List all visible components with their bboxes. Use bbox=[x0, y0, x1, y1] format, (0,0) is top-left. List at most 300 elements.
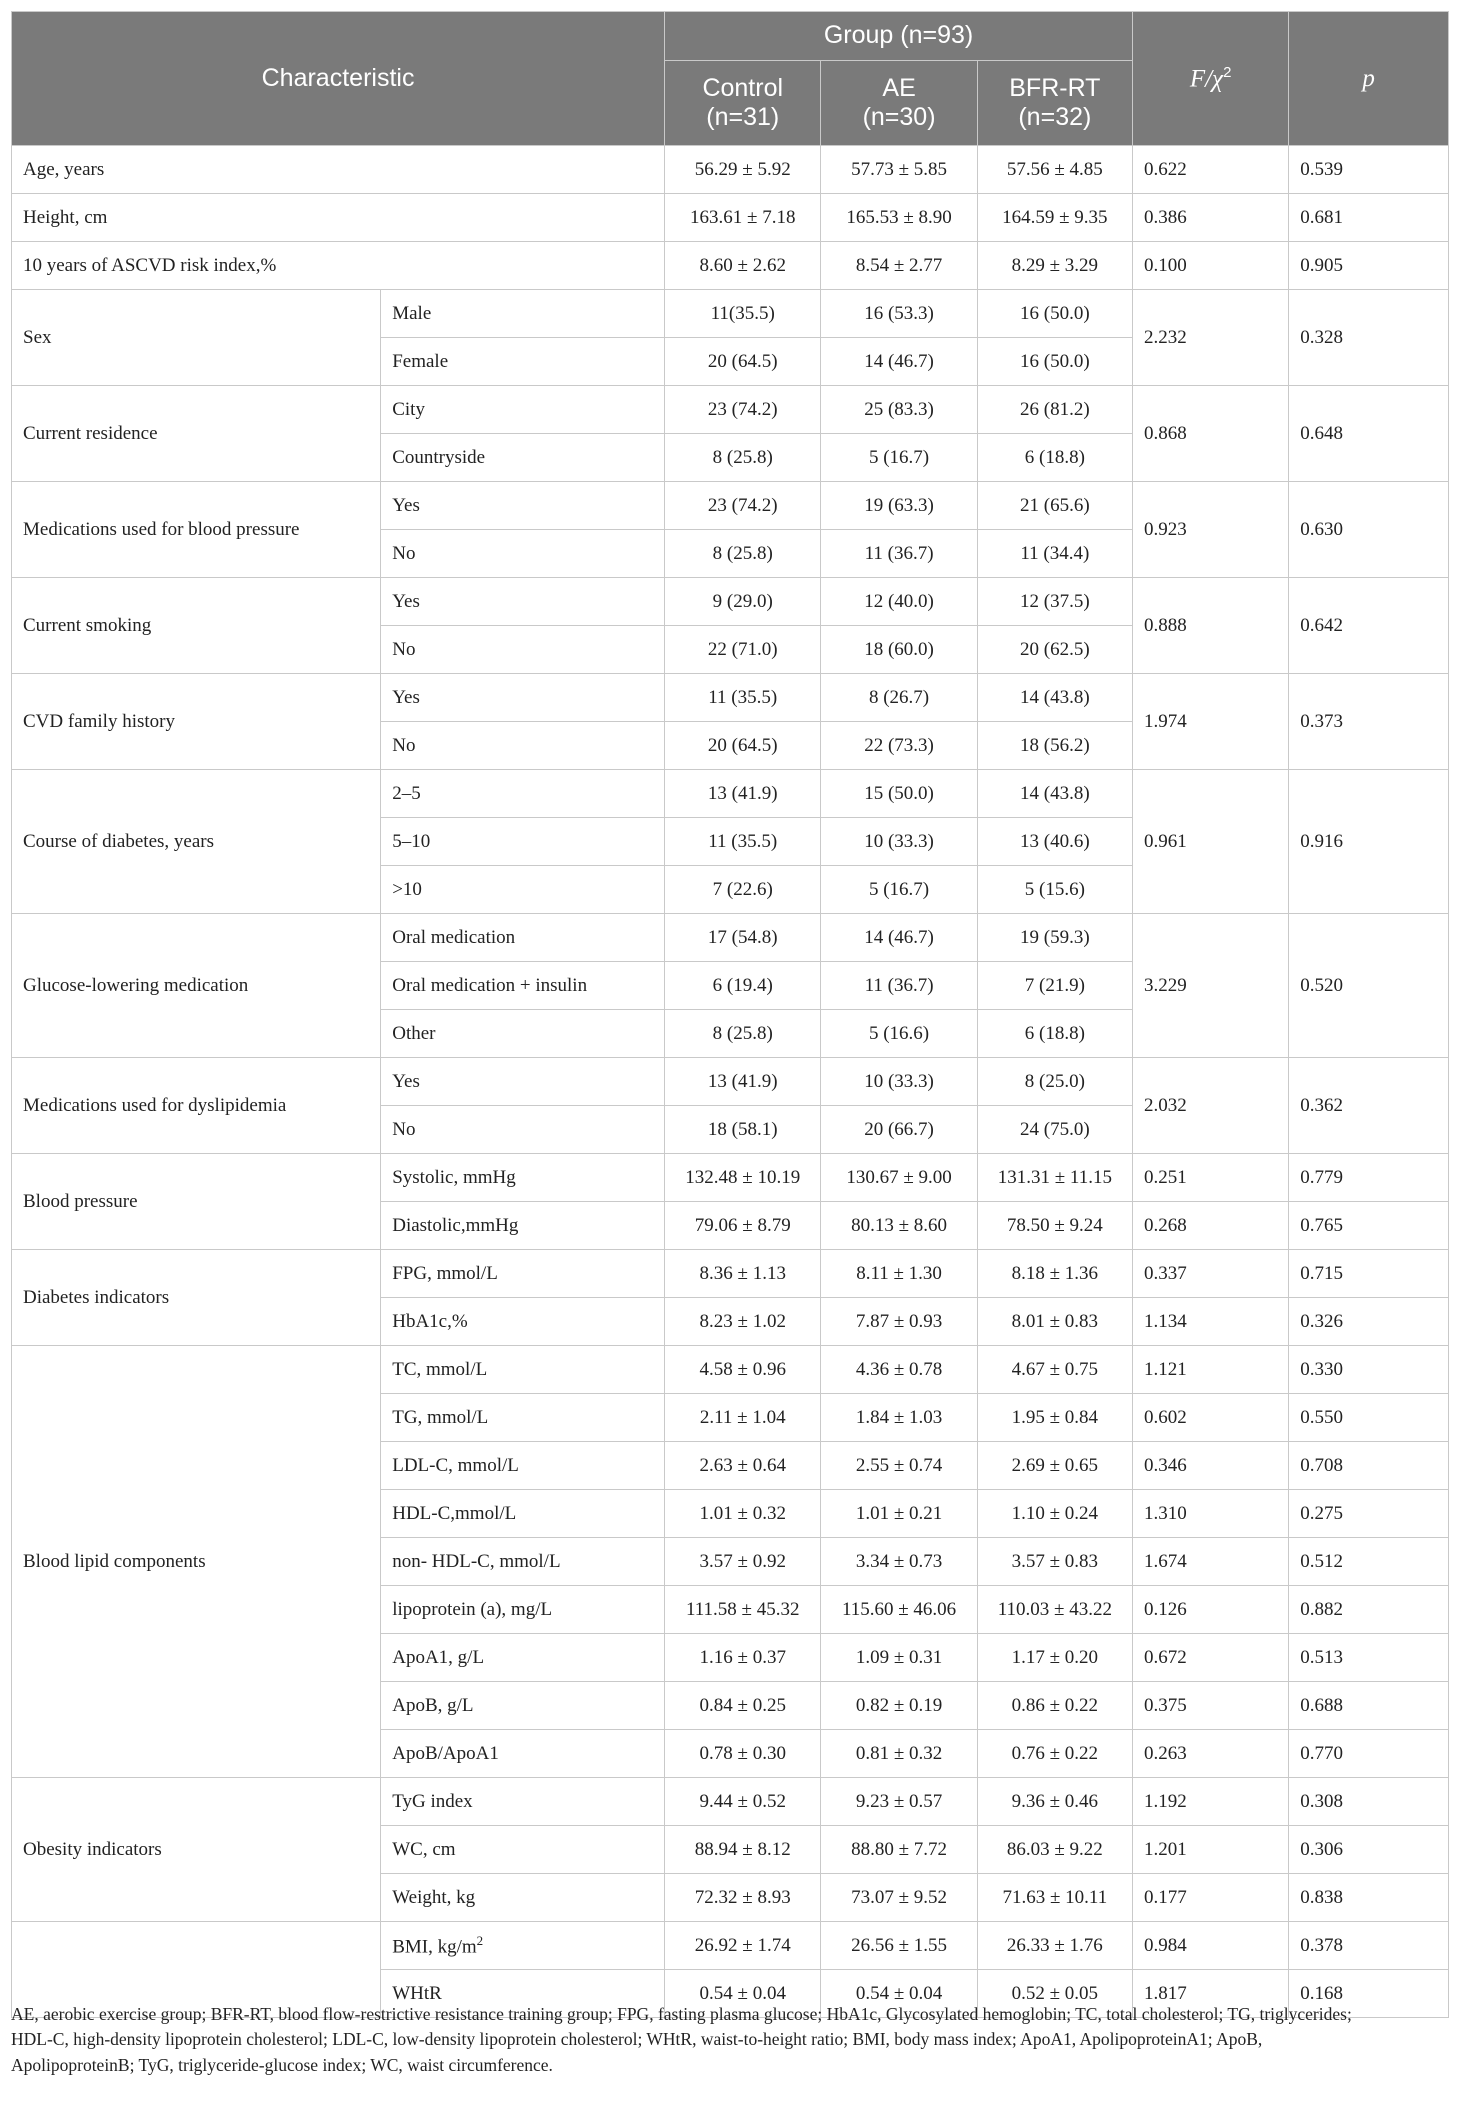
row-subcategory bbox=[381, 1826, 665, 1874]
table-row bbox=[12, 386, 1449, 434]
row-subcategory bbox=[381, 1538, 665, 1586]
control-value: 3.57 ± 0.92 bbox=[665, 1538, 821, 1586]
row-subcategory-label: No bbox=[392, 1118, 416, 1140]
row-subcategory-label: HbA1c,% bbox=[392, 1310, 468, 1332]
bfr-value: 16 (50.0) bbox=[977, 290, 1132, 338]
control-value: 26.92 ± 1.74 bbox=[665, 1922, 821, 1970]
footnote-line: AE, aerobic exercise group; BFR-RT, blood flow-restrictive resistance training group; FPG, fasting plasma glucose; HbA1c, Glycosylated hemoglobin; TC, total cholesterol; TG, triglycerides; bbox=[11, 2004, 1352, 2024]
bfr-value: 14 (43.8) bbox=[977, 674, 1132, 722]
row-subcategory-label: ApoA1, g/L bbox=[392, 1646, 485, 1668]
bfr-value: 20 (62.5) bbox=[977, 626, 1132, 674]
ae-value: 5 (16.6) bbox=[821, 1010, 977, 1058]
control-value: 11(35.5) bbox=[665, 290, 821, 338]
row-subcategory bbox=[381, 578, 665, 626]
control-value: 6 (19.4) bbox=[665, 962, 821, 1010]
p-value: 0.905 bbox=[1289, 242, 1449, 290]
bfr-value: 0.76 ± 0.22 bbox=[977, 1730, 1132, 1778]
p-value: 0.378 bbox=[1289, 1922, 1449, 1970]
table-row bbox=[12, 146, 1449, 194]
row-subcategory-label: Male bbox=[392, 302, 432, 324]
control-value: 9.44 ± 0.52 bbox=[665, 1778, 821, 1826]
header-control bbox=[665, 61, 821, 146]
control-value: 163.61 ± 7.18 bbox=[665, 194, 821, 242]
row-subcategory bbox=[381, 1106, 665, 1154]
bfr-value: 3.57 ± 0.83 bbox=[977, 1538, 1132, 1586]
row-subcategory bbox=[381, 482, 665, 530]
f-chi-value: 1.817 bbox=[1132, 1970, 1288, 2018]
row-subcategory-sup: 2 bbox=[476, 1932, 484, 1948]
header-bfr-n: (n=32) bbox=[1018, 103, 1092, 131]
footnote-line: ApolipoproteinB; TyG, triglyceride-glucose index; WC, waist circumference. bbox=[11, 2054, 553, 2075]
bfr-value: 26.33 ± 1.76 bbox=[977, 1922, 1132, 1970]
control-value: 1.01 ± 0.32 bbox=[665, 1490, 821, 1538]
row-subcategory bbox=[381, 530, 665, 578]
p-value: 0.275 bbox=[1289, 1490, 1449, 1538]
control-value: 23 (74.2) bbox=[665, 482, 821, 530]
table-row bbox=[12, 290, 1449, 338]
f-chi-value: 1.674 bbox=[1132, 1538, 1288, 1586]
header-ae-n: (n=30) bbox=[862, 103, 936, 131]
f-chi-value: 0.984 bbox=[1132, 1922, 1288, 1970]
ae-value: 4.36 ± 0.78 bbox=[821, 1346, 977, 1394]
p-value: 0.681 bbox=[1289, 194, 1449, 242]
p-value: 0.328 bbox=[1289, 290, 1449, 386]
row-subcategory-label: No bbox=[392, 638, 416, 660]
p-value: 0.168 bbox=[1289, 1970, 1449, 2018]
p-value: 0.520 bbox=[1289, 914, 1449, 1058]
control-value: 7 (22.6) bbox=[665, 866, 821, 914]
ae-value: 1.84 ± 1.03 bbox=[821, 1394, 977, 1442]
f-chi-value: 2.032 bbox=[1132, 1058, 1288, 1154]
p-value: 0.513 bbox=[1289, 1634, 1449, 1682]
row-subcategory bbox=[381, 818, 665, 866]
header-control-n: (n=31) bbox=[706, 103, 780, 131]
bfr-value: 8.18 ± 1.36 bbox=[977, 1250, 1132, 1298]
ae-value: 14 (46.7) bbox=[821, 914, 977, 962]
row-subcategory-label: WHtR bbox=[392, 1982, 442, 2004]
ae-value: 0.82 ± 0.19 bbox=[821, 1682, 977, 1730]
control-value: 8.60 ± 2.62 bbox=[665, 242, 821, 290]
row-subcategory-label: ApoB, g/L bbox=[392, 1694, 474, 1716]
f-chi-value: 0.888 bbox=[1132, 578, 1288, 674]
bfr-value: 1.10 ± 0.24 bbox=[977, 1490, 1132, 1538]
p-value: 0.330 bbox=[1289, 1346, 1449, 1394]
row-subcategory bbox=[381, 1154, 665, 1202]
row-subcategory bbox=[381, 1874, 665, 1922]
p-value: 0.779 bbox=[1289, 1154, 1449, 1202]
ae-value: 2.55 ± 0.74 bbox=[821, 1442, 977, 1490]
ae-value: 8.11 ± 1.30 bbox=[821, 1250, 977, 1298]
row-subcategory-label: Yes bbox=[392, 1070, 420, 1092]
p-value: 0.882 bbox=[1289, 1586, 1449, 1634]
row-subcategory-label: City bbox=[392, 398, 425, 420]
f-chi-value: 0.386 bbox=[1132, 194, 1288, 242]
row-subcategory-label: Weight, kg bbox=[392, 1886, 476, 1908]
f-chi-value: 0.868 bbox=[1132, 386, 1288, 482]
control-value: 79.06 ± 8.79 bbox=[665, 1202, 821, 1250]
bfr-value: 26 (81.2) bbox=[977, 386, 1132, 434]
p-value: 0.306 bbox=[1289, 1826, 1449, 1874]
table-row bbox=[12, 1922, 1449, 1970]
row-subcategory-label: Oral medication + insulin bbox=[392, 974, 588, 996]
ae-value: 80.13 ± 8.60 bbox=[821, 1202, 977, 1250]
control-value: 8.23 ± 1.02 bbox=[665, 1298, 821, 1346]
p-value: 0.688 bbox=[1289, 1682, 1449, 1730]
row-subcategory bbox=[381, 1922, 665, 1970]
ae-value: 18 (60.0) bbox=[821, 626, 977, 674]
row-subcategory bbox=[381, 1634, 665, 1682]
bfr-value: 18 (56.2) bbox=[977, 722, 1132, 770]
table-body bbox=[12, 146, 1449, 2018]
footnote-line: HDL-C, high-density lipoprotein cholesterol; LDL-C, low-density lipoprotein cholesterol; WHtR, waist-to-height ratio; BMI, body mass index; ApoA1, ApolipoproteinA1; ApoB, bbox=[11, 2029, 1263, 2050]
control-value: 2.63 ± 0.64 bbox=[665, 1442, 821, 1490]
control-value: 132.48 ± 10.19 bbox=[665, 1154, 821, 1202]
bfr-value: 19 (59.3) bbox=[977, 914, 1132, 962]
f-chi-value: 0.100 bbox=[1132, 242, 1288, 290]
row-category: Obesity indicators bbox=[12, 1778, 381, 1922]
control-value: 4.58 ± 0.96 bbox=[665, 1346, 821, 1394]
table-row bbox=[12, 1154, 1449, 1202]
ae-value: 9.23 ± 0.57 bbox=[821, 1778, 977, 1826]
ae-value: 19 (63.3) bbox=[821, 482, 977, 530]
row-subcategory-label: Yes bbox=[392, 686, 420, 708]
f-chi-value: 0.177 bbox=[1132, 1874, 1288, 1922]
row-category: Medications used for dyslipidemia bbox=[12, 1058, 381, 1154]
f-chi-value: 2.232 bbox=[1132, 290, 1288, 386]
control-value: 1.16 ± 0.37 bbox=[665, 1634, 821, 1682]
f-chi-value: 1.134 bbox=[1132, 1298, 1288, 1346]
ae-value: 1.01 ± 0.21 bbox=[821, 1490, 977, 1538]
table-row bbox=[12, 914, 1449, 962]
control-value: 56.29 ± 5.92 bbox=[665, 146, 821, 194]
ae-value: 3.34 ± 0.73 bbox=[821, 1538, 977, 1586]
ae-value: 14 (46.7) bbox=[821, 338, 977, 386]
f-chi-value: 0.337 bbox=[1132, 1250, 1288, 1298]
ae-value: 7.87 ± 0.93 bbox=[821, 1298, 977, 1346]
row-subcategory bbox=[381, 722, 665, 770]
row-category: Height, cm bbox=[12, 194, 665, 242]
bfr-value: 57.56 ± 4.85 bbox=[977, 146, 1132, 194]
f-chi-value: 0.251 bbox=[1132, 1154, 1288, 1202]
row-subcategory bbox=[381, 674, 665, 722]
bfr-value: 2.69 ± 0.65 bbox=[977, 1442, 1132, 1490]
ae-value: 5 (16.7) bbox=[821, 866, 977, 914]
row-subcategory bbox=[381, 1202, 665, 1250]
p-value: 0.648 bbox=[1289, 386, 1449, 482]
ae-value: 57.73 ± 5.85 bbox=[821, 146, 977, 194]
header-f-chi-sup: 2 bbox=[1223, 63, 1232, 81]
header-group: Group (n=93) bbox=[665, 12, 1133, 61]
row-subcategory-label: BMI, kg/m bbox=[392, 1936, 477, 1958]
row-subcategory-label: lipoprotein (a), mg/L bbox=[392, 1598, 553, 1620]
control-value: 8 (25.8) bbox=[665, 530, 821, 578]
control-value: 13 (41.9) bbox=[665, 770, 821, 818]
ae-value: 12 (40.0) bbox=[821, 578, 977, 626]
row-subcategory bbox=[381, 434, 665, 482]
f-chi-value: 0.622 bbox=[1132, 146, 1288, 194]
ae-value: 15 (50.0) bbox=[821, 770, 977, 818]
header-bfr bbox=[977, 61, 1132, 146]
row-subcategory-label: Other bbox=[392, 1022, 436, 1044]
row-subcategory bbox=[381, 914, 665, 962]
ae-value: 10 (33.3) bbox=[821, 818, 977, 866]
bfr-value: 8.01 ± 0.83 bbox=[977, 1298, 1132, 1346]
f-chi-value: 1.974 bbox=[1132, 674, 1288, 770]
row-subcategory-label: HDL-C,mmol/L bbox=[392, 1502, 517, 1524]
row-category: Sex bbox=[12, 290, 381, 386]
control-value: 23 (74.2) bbox=[665, 386, 821, 434]
header-f-chi-label: F/χ bbox=[1189, 64, 1224, 92]
control-value: 2.11 ± 1.04 bbox=[665, 1394, 821, 1442]
bfr-value: 13 (40.6) bbox=[977, 818, 1132, 866]
p-value: 0.308 bbox=[1289, 1778, 1449, 1826]
table-row bbox=[12, 1778, 1449, 1826]
row-subcategory-label: Yes bbox=[392, 590, 420, 612]
f-chi-value: 1.310 bbox=[1132, 1490, 1288, 1538]
row-subcategory-label: Female bbox=[392, 350, 449, 372]
row-subcategory bbox=[381, 1586, 665, 1634]
f-chi-value: 0.263 bbox=[1132, 1730, 1288, 1778]
p-value: 0.512 bbox=[1289, 1538, 1449, 1586]
row-subcategory-label: TyG index bbox=[392, 1790, 473, 1812]
bfr-value: 131.31 ± 11.15 bbox=[977, 1154, 1132, 1202]
header-ae bbox=[821, 61, 977, 146]
row-subcategory bbox=[381, 1730, 665, 1778]
p-value: 0.765 bbox=[1289, 1202, 1449, 1250]
table-row bbox=[12, 482, 1449, 530]
row-subcategory bbox=[381, 1490, 665, 1538]
row-subcategory bbox=[381, 1682, 665, 1730]
baseline-characteristics-table bbox=[11, 11, 1449, 2018]
row-category: Current smoking bbox=[12, 578, 381, 674]
p-value: 0.715 bbox=[1289, 1250, 1449, 1298]
p-value: 0.373 bbox=[1289, 674, 1449, 770]
row-subcategory-label: Oral medication bbox=[392, 926, 516, 948]
ae-value: 88.80 ± 7.72 bbox=[821, 1826, 977, 1874]
p-value: 0.642 bbox=[1289, 578, 1449, 674]
bfr-value: 0.52 ± 0.05 bbox=[977, 1970, 1132, 2018]
p-value: 0.770 bbox=[1289, 1730, 1449, 1778]
bfr-value: 1.95 ± 0.84 bbox=[977, 1394, 1132, 1442]
baseline-table-container bbox=[11, 11, 1449, 2018]
table-header bbox=[12, 12, 1449, 146]
row-subcategory bbox=[381, 1346, 665, 1394]
control-value: 8 (25.8) bbox=[665, 434, 821, 482]
row-subcategory bbox=[381, 626, 665, 674]
control-value: 72.32 ± 8.93 bbox=[665, 1874, 821, 1922]
control-value: 0.84 ± 0.25 bbox=[665, 1682, 821, 1730]
ae-value: 115.60 ± 46.06 bbox=[821, 1586, 977, 1634]
f-chi-value: 0.375 bbox=[1132, 1682, 1288, 1730]
table-row bbox=[12, 1346, 1449, 1394]
ae-value: 8 (26.7) bbox=[821, 674, 977, 722]
row-subcategory bbox=[381, 1442, 665, 1490]
bfr-value: 9.36 ± 0.46 bbox=[977, 1778, 1132, 1826]
header-characteristic: Characteristic bbox=[12, 12, 665, 146]
table-row bbox=[12, 194, 1449, 242]
row-subcategory-label: Countryside bbox=[392, 446, 486, 468]
row-subcategory-label: 5–10 bbox=[392, 830, 431, 852]
bfr-value: 164.59 ± 9.35 bbox=[977, 194, 1132, 242]
header-ae-label: AE bbox=[882, 73, 916, 102]
bfr-value: 86.03 ± 9.22 bbox=[977, 1826, 1132, 1874]
header-bfr-label: BFR-RT bbox=[1009, 73, 1101, 102]
f-chi-value: 0.923 bbox=[1132, 482, 1288, 578]
row-category: Medications used for blood pressure bbox=[12, 482, 381, 578]
row-subcategory bbox=[381, 290, 665, 338]
p-value: 0.362 bbox=[1289, 1058, 1449, 1154]
table-row bbox=[12, 770, 1449, 818]
ae-value: 16 (53.3) bbox=[821, 290, 977, 338]
ae-value: 8.54 ± 2.77 bbox=[821, 242, 977, 290]
bfr-value: 71.63 ± 10.11 bbox=[977, 1874, 1132, 1922]
f-chi-value: 0.961 bbox=[1132, 770, 1288, 914]
ae-value: 73.07 ± 9.52 bbox=[821, 1874, 977, 1922]
control-value: 18 (58.1) bbox=[665, 1106, 821, 1154]
ae-value: 26.56 ± 1.55 bbox=[821, 1922, 977, 1970]
bfr-value: 12 (37.5) bbox=[977, 578, 1132, 626]
control-value: 11 (35.5) bbox=[665, 818, 821, 866]
control-value: 0.78 ± 0.30 bbox=[665, 1730, 821, 1778]
row-subcategory-label: FPG, mmol/L bbox=[392, 1262, 498, 1284]
table-row bbox=[12, 674, 1449, 722]
control-value: 8 (25.8) bbox=[665, 1010, 821, 1058]
control-value: 13 (41.9) bbox=[665, 1058, 821, 1106]
header-f-chi bbox=[1132, 12, 1288, 146]
ae-value: 11 (36.7) bbox=[821, 530, 977, 578]
p-value: 0.838 bbox=[1289, 1874, 1449, 1922]
header-p: p bbox=[1289, 12, 1449, 146]
row-subcategory-label: Systolic, mmHg bbox=[392, 1166, 516, 1188]
header-control-label: Control bbox=[702, 73, 784, 102]
row-subcategory-label: ApoB/ApoA1 bbox=[392, 1742, 499, 1764]
bfr-value: 8.29 ± 3.29 bbox=[977, 242, 1132, 290]
p-value: 0.916 bbox=[1289, 770, 1449, 914]
row-category: 10 years of ASCVD risk index,% bbox=[12, 242, 665, 290]
bfr-value: 6 (18.8) bbox=[977, 434, 1132, 482]
p-value: 0.630 bbox=[1289, 482, 1449, 578]
row-subcategory-label: No bbox=[392, 734, 416, 756]
control-value: 22 (71.0) bbox=[665, 626, 821, 674]
ae-value: 165.53 ± 8.90 bbox=[821, 194, 977, 242]
row-subcategory bbox=[381, 770, 665, 818]
control-value: 8.36 ± 1.13 bbox=[665, 1250, 821, 1298]
bfr-value: 1.17 ± 0.20 bbox=[977, 1634, 1132, 1682]
table-row bbox=[12, 1058, 1449, 1106]
f-chi-value: 1.201 bbox=[1132, 1826, 1288, 1874]
row-category: Glucose-lowering medication bbox=[12, 914, 381, 1058]
bfr-value: 8 (25.0) bbox=[977, 1058, 1132, 1106]
bfr-value: 14 (43.8) bbox=[977, 770, 1132, 818]
ae-value: 0.54 ± 0.04 bbox=[821, 1970, 977, 2018]
table-row bbox=[12, 242, 1449, 290]
f-chi-value: 3.229 bbox=[1132, 914, 1288, 1058]
bfr-value: 4.67 ± 0.75 bbox=[977, 1346, 1132, 1394]
row-subcategory bbox=[381, 1394, 665, 1442]
row-category: CVD family history bbox=[12, 674, 381, 770]
ae-value: 22 (73.3) bbox=[821, 722, 977, 770]
row-subcategory-label: TG, mmol/L bbox=[392, 1406, 489, 1428]
control-value: 111.58 ± 45.32 bbox=[665, 1586, 821, 1634]
row-category: Blood pressure bbox=[12, 1154, 381, 1250]
control-value: 0.54 ± 0.04 bbox=[665, 1970, 821, 2018]
bfr-value: 78.50 ± 9.24 bbox=[977, 1202, 1132, 1250]
f-chi-value: 0.346 bbox=[1132, 1442, 1288, 1490]
ae-value: 130.67 ± 9.00 bbox=[821, 1154, 977, 1202]
bfr-value: 24 (75.0) bbox=[977, 1106, 1132, 1154]
f-chi-value: 0.672 bbox=[1132, 1634, 1288, 1682]
row-category: Blood lipid components bbox=[12, 1346, 381, 1778]
bfr-value: 11 (34.4) bbox=[977, 530, 1132, 578]
row-subcategory bbox=[381, 1298, 665, 1346]
bfr-value: 7 (21.9) bbox=[977, 962, 1132, 1010]
row-subcategory bbox=[381, 386, 665, 434]
row-category: Diabetes indicators bbox=[12, 1250, 381, 1346]
ae-value: 25 (83.3) bbox=[821, 386, 977, 434]
table-footnote bbox=[11, 2002, 1449, 2078]
ae-value: 11 (36.7) bbox=[821, 962, 977, 1010]
table-row bbox=[12, 1250, 1449, 1298]
row-subcategory-label: LDL-C, mmol/L bbox=[392, 1454, 519, 1476]
row-subcategory bbox=[381, 962, 665, 1010]
row-subcategory-label: Yes bbox=[392, 494, 420, 516]
p-value: 0.550 bbox=[1289, 1394, 1449, 1442]
f-chi-value: 1.192 bbox=[1132, 1778, 1288, 1826]
row-subcategory bbox=[381, 1250, 665, 1298]
row-subcategory bbox=[381, 1058, 665, 1106]
control-value: 88.94 ± 8.12 bbox=[665, 1826, 821, 1874]
ae-value: 0.81 ± 0.32 bbox=[821, 1730, 977, 1778]
bfr-value: 5 (15.6) bbox=[977, 866, 1132, 914]
p-value: 0.708 bbox=[1289, 1442, 1449, 1490]
ae-value: 10 (33.3) bbox=[821, 1058, 977, 1106]
ae-value: 20 (66.7) bbox=[821, 1106, 977, 1154]
row-subcategory-label: >10 bbox=[392, 878, 422, 900]
row-subcategory-label: No bbox=[392, 542, 416, 564]
f-chi-value: 0.126 bbox=[1132, 1586, 1288, 1634]
row-subcategory-label: 2–5 bbox=[392, 782, 421, 804]
row-subcategory bbox=[381, 866, 665, 914]
ae-value: 1.09 ± 0.31 bbox=[821, 1634, 977, 1682]
row-subcategory bbox=[381, 1778, 665, 1826]
row-subcategory-label: TC, mmol/L bbox=[392, 1358, 488, 1380]
bfr-value: 16 (50.0) bbox=[977, 338, 1132, 386]
control-value: 17 (54.8) bbox=[665, 914, 821, 962]
control-value: 20 (64.5) bbox=[665, 722, 821, 770]
bfr-value: 6 (18.8) bbox=[977, 1010, 1132, 1058]
f-chi-value: 0.602 bbox=[1132, 1394, 1288, 1442]
row-subcategory-label: non- HDL-C, mmol/L bbox=[392, 1550, 561, 1572]
p-value: 0.539 bbox=[1289, 146, 1449, 194]
bfr-value: 110.03 ± 43.22 bbox=[977, 1586, 1132, 1634]
control-value: 20 (64.5) bbox=[665, 338, 821, 386]
control-value: 11 (35.5) bbox=[665, 674, 821, 722]
bfr-value: 0.86 ± 0.22 bbox=[977, 1682, 1132, 1730]
row-subcategory bbox=[381, 338, 665, 386]
control-value: 9 (29.0) bbox=[665, 578, 821, 626]
row-category: Current residence bbox=[12, 386, 381, 482]
row-category: Age, years bbox=[12, 146, 665, 194]
row-category: Course of diabetes, years bbox=[12, 770, 381, 914]
bfr-value: 21 (65.6) bbox=[977, 482, 1132, 530]
row-subcategory-label: Diastolic,mmHg bbox=[392, 1214, 519, 1236]
row-subcategory-label: WC, cm bbox=[392, 1838, 456, 1860]
row-subcategory bbox=[381, 1010, 665, 1058]
p-value: 0.326 bbox=[1289, 1298, 1449, 1346]
table-row bbox=[12, 578, 1449, 626]
f-chi-value: 0.268 bbox=[1132, 1202, 1288, 1250]
f-chi-value: 1.121 bbox=[1132, 1346, 1288, 1394]
